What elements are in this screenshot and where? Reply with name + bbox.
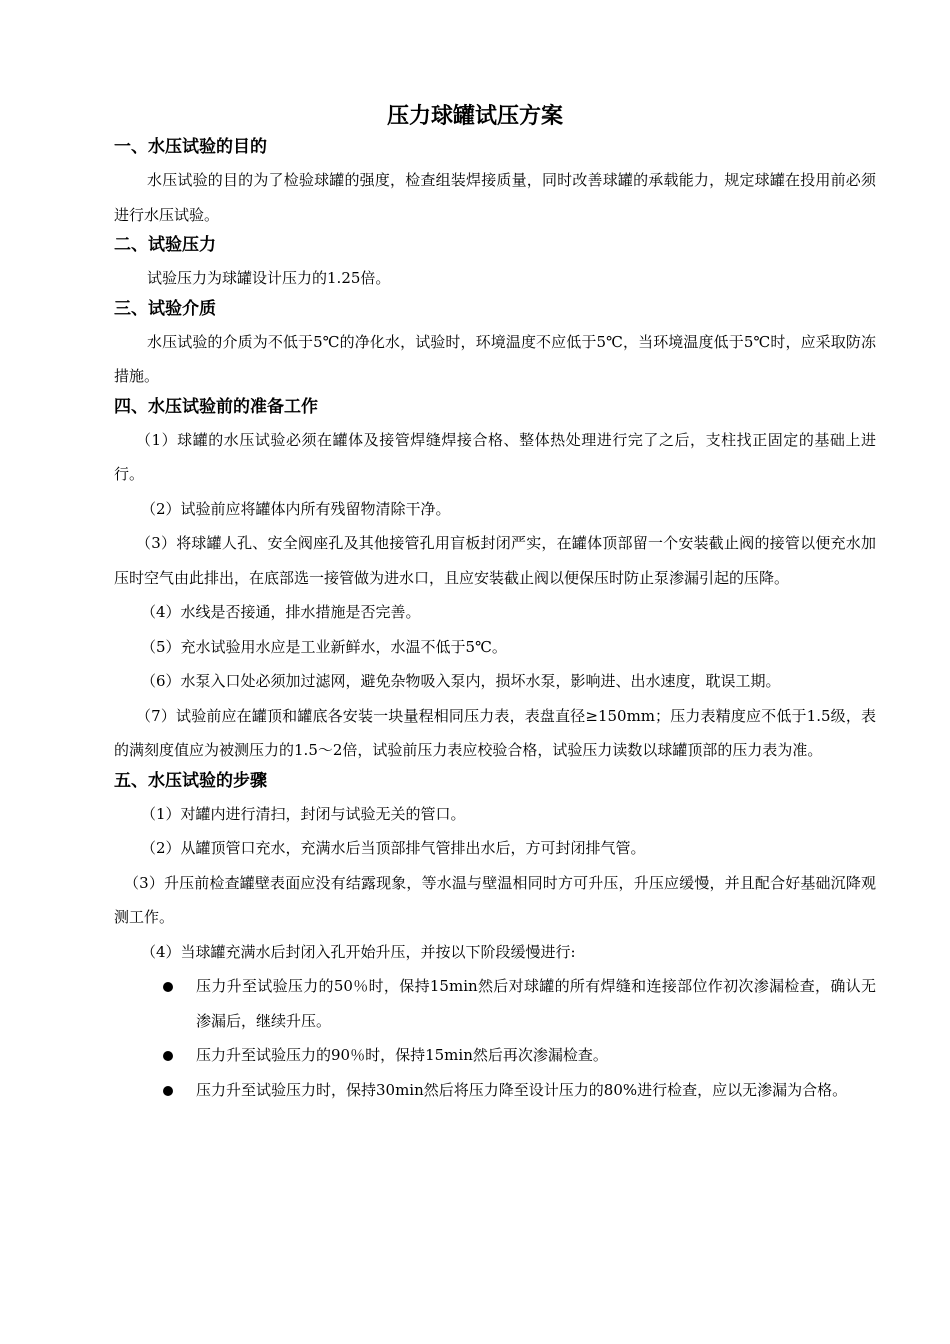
list-item: （4）当球罐充满水后封闭入孔开始升压，并按以下阶段缓慢进行: bbox=[141, 942, 576, 961]
list-item: （3）升压前检查罐壁表面应没有结露现象，等水温与壁温相同时方可升压，升压应缓慢，并且配合好基础沉降观测工作。 bbox=[114, 873, 876, 926]
section-test-pressure bbox=[114, 232, 876, 296]
list-item: （4）水线是否接通，排水措施是否完善。 bbox=[141, 603, 421, 621]
list-item: （7）试验前应在罐顶和罐底各安装一块量程相同压力表，表盘直径≥150mm；压力表精度应不低于1.5级，表的满刻度值应为被测压力的1.5～2倍，试验前压力表应校验合格，试验压力读数以球罐顶部的压力表为准。 bbox=[114, 706, 876, 759]
list-item: （1）球罐的水压试验必须在罐体及接管焊缝焊接合格、整体热处理进行完了之后，支柱找正固定的基础上进行。 bbox=[114, 430, 876, 483]
bullet-text: 压力升至试验压力的90％时，保持15min然后再次渗漏检查。 bbox=[196, 1046, 608, 1064]
bullet-item bbox=[114, 1038, 876, 1073]
bullet-text: 压力升至试验压力的50％时，保持15min然后对球罐的所有焊缝和连接部位作初次渗漏检查，确认无渗漏后，继续升压。 bbox=[196, 977, 876, 1030]
list-item: （5）充水试验用水应是工业新鲜水，水温不低于5℃。 bbox=[141, 637, 507, 656]
section-heading: 二、试验压力 bbox=[114, 235, 216, 255]
paragraph: 水压试验的介质为不低于5℃的净化水，试验时，环境温度不应低于5℃，当环境温度低于5℃时，应采取防冻措施。 bbox=[114, 332, 876, 385]
list-item: （6）水泵入口处必须加过滤网，避免杂物吸入泵内，损坏水泵，影响进、出水速度，耽误工期。 bbox=[141, 672, 781, 690]
section-test-medium bbox=[114, 296, 876, 394]
paragraph: 试验压力为球罐设计压力的1.25倍。 bbox=[147, 269, 391, 287]
document-title: 压力球罐试压方案 bbox=[386, 104, 563, 129]
bullet-item bbox=[114, 1073, 876, 1108]
section-purpose bbox=[114, 134, 876, 232]
section-heading: 五、水压试验的步骤 bbox=[114, 770, 267, 791]
list-item: （2）试验前应将罐体内所有残留物清除干净。 bbox=[141, 499, 451, 518]
bullet-icon bbox=[163, 1086, 173, 1096]
bullet-item bbox=[114, 969, 876, 1038]
bullet-icon bbox=[163, 982, 173, 992]
bullet-list bbox=[114, 969, 876, 1107]
bullet-text: 压力升至试验压力时，保持30min然后将压力降至设计压力的80%进行检查，应以无渗漏为合格。 bbox=[196, 1080, 848, 1099]
section-heading: 三、试验介质 bbox=[114, 298, 216, 319]
list-item: （2）从罐顶管口充水，充满水后当顶部排气管排出水后，方可封闭排气管。 bbox=[141, 839, 646, 857]
document-body bbox=[114, 134, 876, 1107]
list-item: （1）对罐内进行清扫，封闭与试验无关的管口。 bbox=[141, 804, 466, 823]
section-heading: 一、水压试验的目的 bbox=[114, 137, 267, 157]
section-heading: 四、水压试验前的准备工作 bbox=[114, 396, 318, 417]
paragraph: 水压试验的目的为了检验球罐的强度，检查组装焊接质量，同时改善球罐的承载能力，规定球罐在投用前必须进行水压试验。 bbox=[114, 171, 876, 224]
section-preparation bbox=[114, 394, 876, 768]
list-item: （3）将球罐人孔、安全阀座孔及其他接管孔用盲板封闭严实，在罐体顶部留一个安装截止阀的接管以便充水加压时空气由此排出，在底部选一接管做为进水口，且应安装截止阀以便保压时防止泵渗漏引起的压降。 bbox=[114, 534, 876, 587]
section-steps bbox=[114, 768, 876, 1108]
bullet-icon bbox=[163, 1051, 173, 1061]
